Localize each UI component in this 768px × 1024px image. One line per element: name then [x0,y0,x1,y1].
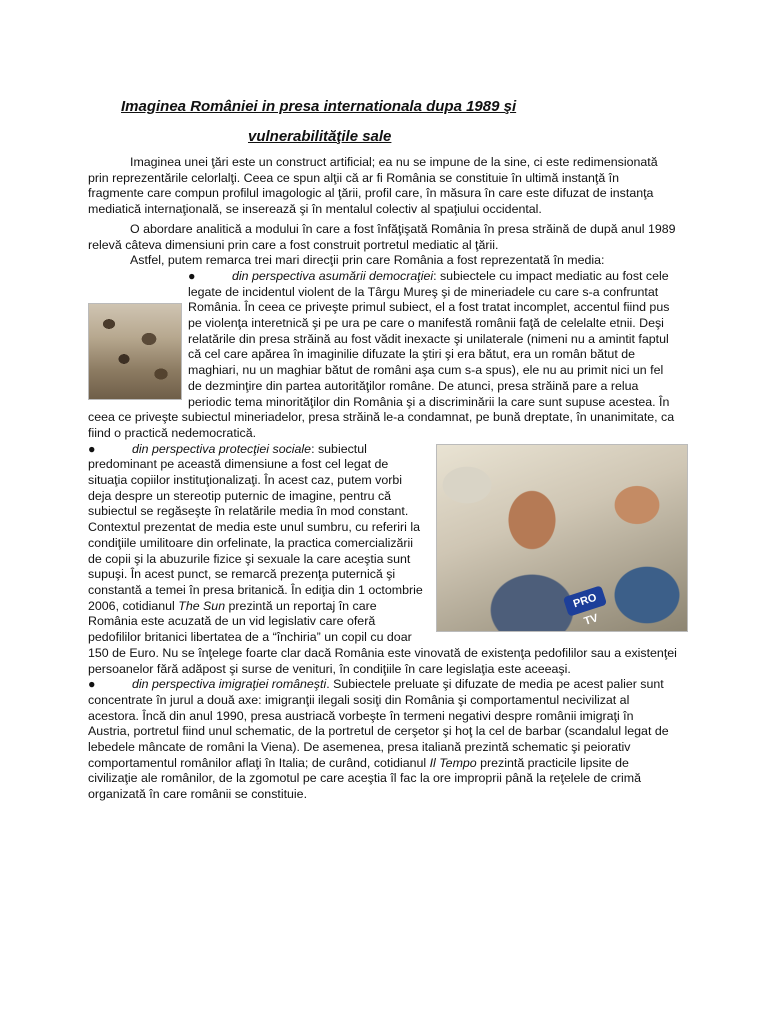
section-text: . Subiectele preluate şi difuzate de media pe acest palier sunt concentrate în jurul a două axe: imigranţii ilegali sosiţi din România şi comportamentul necivilizat al acestora. Încă din anul 1990, presa austriacă vorbeşte în termeni negativi despre românii imigraţi în Austria, portretul fiind unul schematic, de la portretul de cerşetor şi hoţ la cel de barbar (scandalul legat de lebedele mâncate de români la Viena). De asemenea, presa italiană prezintă schematic şi peiorativ comportamentul românilor aflaţi în Italia; de curând, cotidianul [88,677,669,770]
section-heading: din perspectiva imigraţiei româneşti [132,677,327,692]
section-text: : subiectele cu impact mediatic au fost cele legate de incidentul violent de la Târgu Mureş şi de mineriadele cu care s-a confruntat România. În ceea ce priveşte primul subiect, el a fost tratat incomplet, accentul fiind pus pe violenţa interetnică şi pe ura pe care o manifestă românii faţă de celelalte etnii. Deşi relatările din presa străină au fost vădit inexacte şi unilaterale (nimeni nu a amintit faptul că cel care apărea în imaginilie difuzate la ştiri şi era bătut, era un român bătut de maghiari, nu un maghiar bătut de români aşa cum s-a spus), ele nu au primit nici un fel de dezminţire din partea autorităţilor române. De atunci, presa străină pare a relua periodic tema minorităţilor din România şi a discriminării la care sunt supuse acestea. În ceea ce priveşte subiectul mineriadelor, presa străină le-a condamnat, pe bună dreptate, în unanimitate, ca fiind o practică nedemocratică. [88,268,675,440]
section-text-continued: prezintă un reportaj în care România este acuzată de un vid legislativ care oferă pedofililor britanici libertatea de a “închiria” un copil cu doar 150 de Euro. Nu se înţelege foarte clar dacă România este vinovată de existenţa pedofililor sau a existenţei persoanelor fără adăpost şi surse de venituri, în condiţiile în care legislaţia este aceeaşi. [88,598,677,676]
photo-children-orphanage [436,444,688,632]
section-social-protection [88,442,678,678]
section-heading: din perspectiva protecţiei sociale [132,441,312,456]
document-title-line2: vulnerabilităţile sale [248,128,392,145]
bullet-marker: ● [88,677,96,692]
newspaper-name: Il Tempo [429,755,477,770]
photo-targu-mures-crowd [88,303,182,400]
document-title-line1: Imaginea României in presa internationala dupa 1989 şi [121,98,517,115]
bullet-marker: ● [88,441,96,456]
section-text: : subiectul predominant pe această dimensiune a fost cel legat de situaţia copiilor instituţionalizaţi. În acest caz, putem vorbi deja despre un stereotip puternic de imagine, pentru că subiectul se regăseşte în relatările media în mod constant. Contextul prezentat de media este unul sumbru, cu referiri la condiţiile umilitoare din orfelinate, la practica comercializării de copii şi la abuzurile fizice şi sexuale la care aceştia sunt supuşi. În acest punct, se remarcă prezenţa puternică şi constantă a temei în presa britanică. În ediţia din 1 octombrie 2006, cotidianul [88,441,423,613]
newspaper-name: The Sun [178,598,226,613]
document-body [88,155,678,803]
section-democracy [88,269,678,442]
paragraph-directions: Astfel, putem remarca trei mari direcţii prin care România a fost reprezentată în media: [130,253,605,268]
section-immigration [88,677,678,803]
section-text-continued: prezintă practicile lipsite de civilizaţie ale românilor, de la zgomotul pe care aceştia îl fac la ore improprii până la reţelele de crimă organizată în care românii se constituie. [88,755,642,802]
protv-logo: PRO TV [563,585,607,616]
paragraph-intro: Imaginea unei ţări este un construct artificial; ea nu se impune de la sine, ci este redimensionată prin reprezentările celorlalţi. Ceea ce spun alţii că ar fi România se constituie în ultimă instanţă în fragmente care compun profilul imagologic al ţării, profil care, în măsura în care este difuzat de instanţa mediatică internaţională, se inserează şi în mentalul colectiv al spaţiului occidental. [88,155,658,217]
section-heading: din perspectiva asumării democraţiei [232,268,434,283]
bullet-marker: ● [188,268,196,283]
paragraph-analysis: O abordare analitică a modului în care a fost înfăţişată România în presa străină de după anul 1989 relevă câteva dimensiuni prin care a fost construit portretul mediatic al ţării. [88,221,676,252]
